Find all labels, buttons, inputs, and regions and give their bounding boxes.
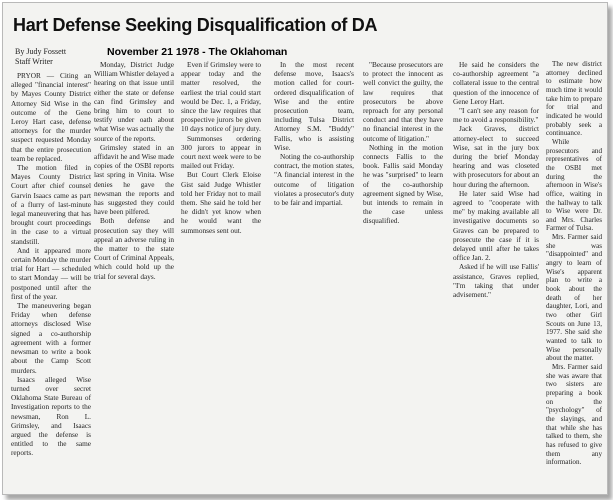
paragraph: "Because prosecutors are to protect the innocent as well convict the guilty, the law requires that prosecutors be above reproach for any personal conduct and that they have no financial interest in the outcome of litigation." bbox=[363, 60, 443, 143]
paragraph: "I can't see any reason for me to avoid a responsibility." bbox=[453, 106, 539, 125]
article-column-4 bbox=[274, 60, 354, 207]
paragraph: He later said Wise had agreed to "cooperate with me" by making available all investigative documents so Graves can be prepared to prosecute the case if it is delayed until after he takes office Jan. 2. bbox=[453, 188, 539, 263]
paragraph: The motion filed in Mayes County District Court after chief counsel Garvin Isaacs came as part of a flurry of last-minute legal maneuvering that has brought court proceedings in the case to a virtual standstill. bbox=[11, 163, 91, 246]
paragraph: Mrs. Farmer said she was aware that two sisters are preparing a book on the "psychology" of the slayings, and that while she has talked to them, she has refused to give them any information. bbox=[546, 362, 602, 467]
newspaper-clipping bbox=[2, 2, 608, 495]
article-column-2 bbox=[94, 60, 174, 281]
paragraph: Isaacs alleged Wise turned over secret Oklahoma State Bureau of Investigation reports to the newsman, Ron L. Grimsley, and Isaacs argued the defense is entitled to the same reports. bbox=[11, 374, 91, 458]
headline: Hart Defense Seeking Disqualification of DA bbox=[13, 15, 378, 35]
paragraph: Even if Grimsley were to appear today and the matter resolved, the earliest the trial could start would be Dec. 1, a Friday, since the law requires that prospective jurors be given 10 days notice of jury duty. bbox=[181, 60, 261, 134]
paragraph: Mrs. Farmer said she was "disappointed" and angry to learn of Wise's apparent plan to write a book about the death of her daughter, Lori, and two other Girl Scouts on June 13, 1977. She said she wanted to talk to Wise personally about the matter. bbox=[546, 233, 602, 363]
article-column-7 bbox=[546, 60, 602, 467]
paragraph: In the most recent defense move, Isaacs's motion called for court-ordered disqualification of Wise and the entire prosecution team, including Tulsa District Attorney S.M. "Buddy" Fallis, who is assisting Wise. bbox=[274, 60, 354, 152]
paragraph: Nothing in the motion connects Fallis to the book. Fallis said Monday he was "surprised" to learn of the co-authorship agreement signed by Wise, but intends to remain in the case unless disqualified. bbox=[363, 142, 443, 226]
paragraph: Both defense and prosecution say they will appeal an adverse ruling in the matter to the state Court of Criminal Appeals, which could hold up the trial for several days. bbox=[94, 216, 174, 281]
paragraph: The new district attorney declined to estimate how much time it would take him to prepare for trial and indicated he would probably seek a continuance. bbox=[546, 60, 602, 138]
article-column-3 bbox=[181, 60, 261, 235]
paragraph: Monday, District Judge William Whistler delayed a hearing on that issue until either the state or defense can find Grimsley and bring him to court to testify under oath about what Wise was actually the source of the reports. bbox=[94, 60, 175, 143]
article-column-5 bbox=[363, 60, 443, 226]
byline bbox=[15, 47, 66, 67]
paragraph: While prosecutors and representatives of the OSBI met during the afternoon in Wise's office, waiting in the hallway to talk to Wise were Dr. and Mrs. Charles Farmer of Tulsa. bbox=[546, 137, 602, 233]
paragraph: Asked if he will use Fallis' assistance, Graves replied, "I'm taking that under advisement." bbox=[453, 262, 539, 300]
paragraph: The maneuvering began Friday when defense attorneys disclosed Wise signed a co-authorship agreement with a former newsman to write a book about the Camp Scott murders. bbox=[11, 301, 91, 375]
paragraph: Noting the co-authorship contract, the motion states, "A financial interest in the outcome of litigation violates a prosecutor's duty to be fair and impartial. bbox=[274, 152, 354, 208]
paragraph: He said he considers the co-authorship agreement "a collateral issue to the central question of the innocence of Gene Leroy Hart. bbox=[453, 60, 539, 106]
article-column-1 bbox=[11, 71, 91, 458]
paragraph: Summonses ordering 300 jurors to appear in court next week were to be mailed out Friday. bbox=[181, 133, 261, 171]
paragraph: PRYOR — Citing an alleged "financial interest" by Mayes County District Attorney Sid Wise in the outcome of the Gene Leroy Hart case, defense attorneys for the murder suspect requested Monday that the entire prosecution team be replaced. bbox=[11, 71, 91, 163]
byline-role: Staff Writer bbox=[15, 57, 53, 66]
paragraph: Jack Graves, district attorney-elect to succeed Wise, sat in the jury box during the brief Monday hearing and was closeted with prosecutors for about an hour during the afternoon. bbox=[453, 124, 539, 189]
paragraph: But Court Clerk Eloise Gist said Judge Whistler told her Friday not to mail them. She said he told her he didn't yet know when he would want the summonses sent out. bbox=[181, 170, 261, 235]
paragraph: And it appeared more certain Monday the murder trial for Hart — scheduled to start Monday — will be postponed until after the first of the year. bbox=[11, 245, 91, 301]
article-column-6 bbox=[453, 60, 539, 299]
dateline-caption: November 21 1978 - The Oklahoman bbox=[107, 46, 288, 58]
byline-name: By Judy Fossett bbox=[15, 47, 67, 56]
paragraph: Grimsley stated in an affidavit he and Wise made copies of the OSBI reports last spring in Vinita. Wise denies he gave the newsman the reports and has suggested they could have been pilfered. bbox=[94, 142, 174, 217]
